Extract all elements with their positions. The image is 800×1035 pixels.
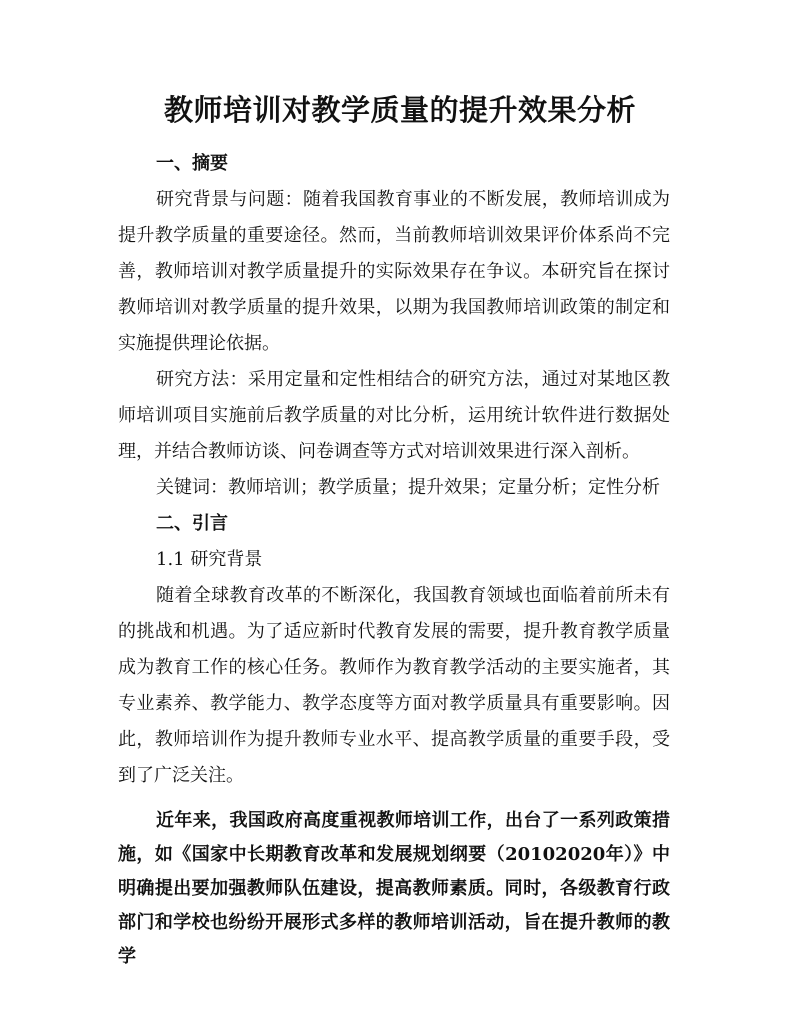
keywords-line: 关键词：教师培训；教学质量；提升效果；定量分析；定性分析	[156, 477, 660, 498]
introduction-heading: 二、引言	[156, 513, 228, 534]
research-background-subheading: 1.1 研究背景	[156, 549, 263, 570]
introduction-paragraph-2: 近年来，我国政府高度重视教师培训工作，出台了一系列政策措施，如《国家中长期教育改革和发展规划纲要（20102020年）》中明确提出要加强教师队伍建设，提高教师素质。同时，各级教育行政部门和学校也纷纷开展形式多样的教师培训活动，旨在提升教师的教学	[118, 810, 670, 967]
abstract-method-paragraph: 研究方法：采用定量和定性相结合的研究方法，通过对某地区教师培训项目实施前后教学质量的对比分析，运用统计软件进行数据处理，并结合教师访谈、问卷调查等方式对培训效果进行深入剖析。	[118, 369, 670, 462]
introduction-paragraph-1: 随着全球教育改革的不断深化，我国教育领域也面临着前所未有的挑战和机遇。为了适应新时代教育发展的需要，提升教育教学质量成为教育工作的核心任务。教师作为教育教学活动的主要实施者，其专业素养、教学能力、教学态度等方面对教学质量具有重要影响。因此，教师培训作为提升教师专业水平、提高教学质量的重要手段，受到了广泛关注。	[118, 585, 670, 786]
abstract-heading: 一、摘要	[156, 153, 228, 174]
document-body	[118, 146, 670, 974]
abstract-background-paragraph: 研究背景与问题：随着我国教育事业的不断发展，教师培训成为提升教学质量的重要途径。然而，当前教师培训效果评价体系尚不完善，教师培训对教学质量提升的实际效果存在争议。本研究旨在探讨教师培训对教学质量的提升效果，以期为我国教师培训政策的制定和实施提供理论依据。	[118, 189, 670, 354]
document-title: 教师培训对教学质量的提升效果分析	[163, 93, 636, 127]
